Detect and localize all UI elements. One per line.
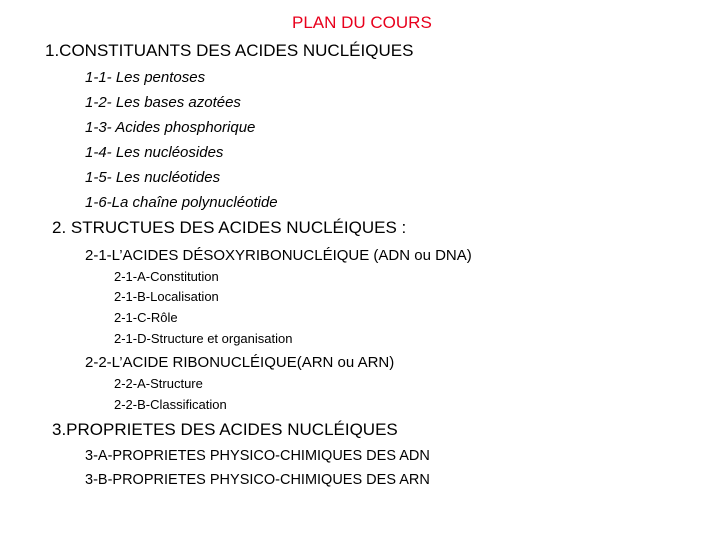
subsection-2-2-item-1: 2-2-A-Structure — [114, 376, 203, 391]
subsection-2-1-item-4: 2-1-D-Structure et organisation — [114, 331, 293, 346]
subsection-2-1-item-2: 2-1-B-Localisation — [114, 289, 219, 304]
slide-title: PLAN DU COURS — [292, 13, 432, 32]
subsection-2-1-heading: 2-1-L’ACIDES DÉSOXYRIBONUCLÉIQUE (ADN ou DNA) — [85, 247, 472, 264]
section-1-item-2: 1-2- Les bases azotées — [85, 94, 241, 111]
subsection-2-2-item-2: 2-2-B-Classification — [114, 397, 227, 412]
section-1-item-1: 1-1- Les pentoses — [85, 69, 206, 86]
section-1-item-5: 1-5- Les nucléotides — [85, 169, 221, 186]
subsection-2-1-item-3: 2-1-C-Rôle — [114, 310, 178, 325]
section-3-item-1: 3-A-PROPRIETES PHYSICO-CHIMIQUES DES ADN — [85, 448, 430, 464]
section-1-heading: 1.CONSTITUANTS DES ACIDES NUCLÉIQUES — [45, 41, 414, 60]
section-1-item-3: 1-3- Acides phosphorique — [85, 119, 256, 136]
section-3-item-2: 3-B-PROPRIETES PHYSICO-CHIMIQUES DES ARN — [85, 472, 430, 488]
subsection-2-2-heading: 2-2-L’ACIDE RIBONUCLÉIQUE(ARN ou ARN) — [85, 354, 395, 371]
section-1-item-4: 1-4- Les nucléosides — [85, 144, 224, 161]
section-2-heading: 2. STRUCTUES DES ACIDES NUCLÉIQUES : — [52, 218, 407, 237]
subsection-2-1-item-1: 2-1-A-Constitution — [114, 269, 219, 284]
section-1-item-6: 1-6-La chaîne polynucléotide — [85, 194, 278, 211]
section-3-heading: 3.PROPRIETES DES ACIDES NUCLÉIQUES — [52, 420, 398, 439]
